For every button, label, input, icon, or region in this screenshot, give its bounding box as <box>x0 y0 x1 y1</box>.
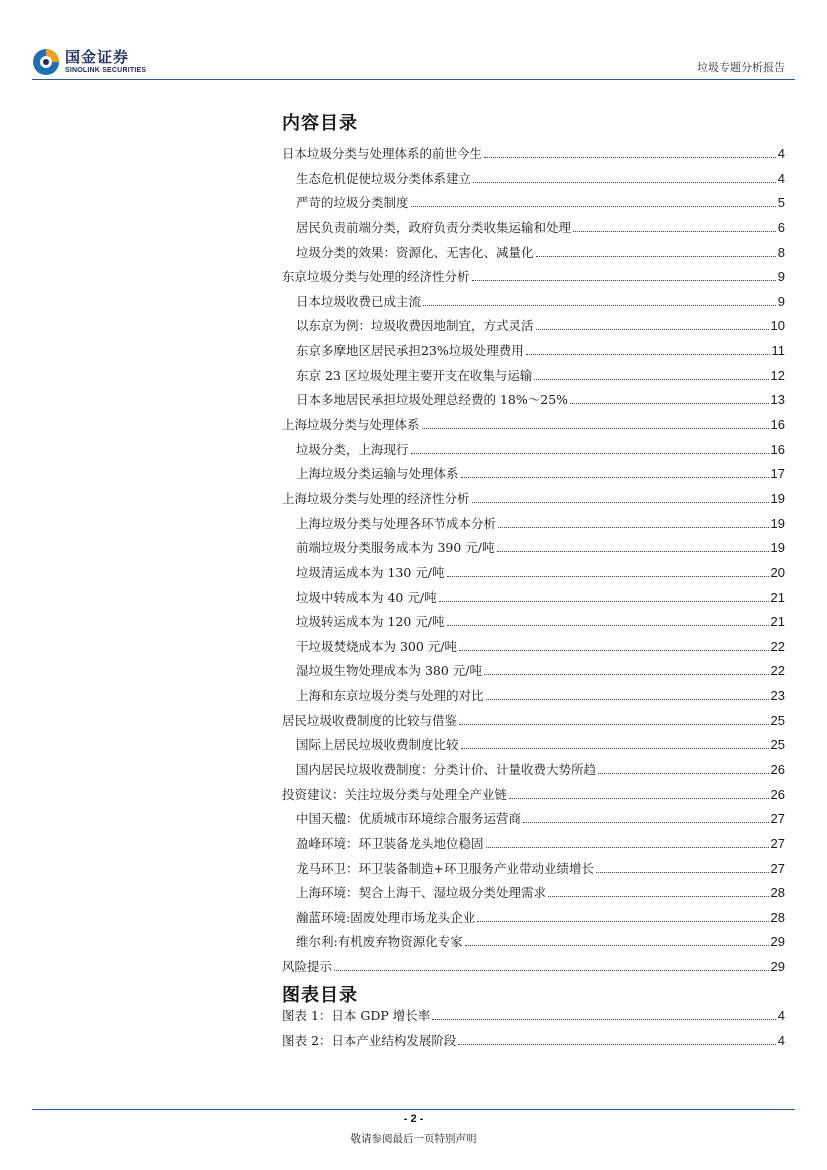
toc-entry-page: 19 <box>770 540 785 556</box>
toc-entry-title: 上海环境：契合上海干、湿垃圾分类处理需求 <box>296 885 547 901</box>
toc-entry-page: 25 <box>770 712 785 728</box>
toc-entry-title: 日本垃圾收费已成主流 <box>296 293 422 309</box>
sinolink-logo-icon <box>32 48 60 76</box>
toc-entry-title: 上海垃圾分类与处理各环节成本分析 <box>296 515 497 531</box>
toc-entry-page: 27 <box>770 835 785 851</box>
dot-leader <box>447 625 769 626</box>
dot-leader <box>570 403 768 404</box>
toc-entry-title: 日本垃圾分类与处理体系的前世今生 <box>282 146 483 161</box>
toc-entry[interactable] <box>296 857 785 877</box>
toc-entry[interactable] <box>296 536 785 556</box>
toc-entry[interactable] <box>296 512 785 532</box>
toc-entry[interactable] <box>282 265 785 285</box>
report-title: 垃圾专题分析报告 <box>697 61 785 74</box>
header-divider <box>32 79 795 80</box>
toc-entry-page: 9 <box>777 269 785 285</box>
dot-leader <box>447 576 769 577</box>
dot-leader <box>461 477 769 478</box>
dot-leader <box>534 379 768 380</box>
toc-entry[interactable] <box>296 906 785 926</box>
toc-entry[interactable] <box>296 364 785 384</box>
toc-entry[interactable] <box>296 216 785 236</box>
toc-entry[interactable] <box>296 438 785 458</box>
toc-entry-title: 国际上居民垃圾收费制度比较 <box>296 737 459 753</box>
toc-entry[interactable] <box>296 659 785 679</box>
dot-leader <box>472 502 769 503</box>
toc-entry-page: 4 <box>777 170 785 186</box>
toc-entry-page: 21 <box>770 614 785 630</box>
dot-leader <box>526 354 770 355</box>
toc-entry-page: 4 <box>777 1032 785 1048</box>
dot-leader <box>411 453 769 454</box>
toc-entry-title: 图表 1：日本 GDP 增长率 <box>282 1008 431 1023</box>
toc-entry[interactable] <box>282 955 785 975</box>
toc-entry-title: 国内居民垃圾收费制度：分类计价、计量收费大势所趋 <box>296 762 597 777</box>
toc-entry-title: 图表 2：日本产业结构发展阶段 <box>282 1032 457 1048</box>
toc-entry[interactable] <box>296 807 785 827</box>
toc-entry-page: 4 <box>777 1008 785 1023</box>
toc-entry[interactable] <box>296 733 785 753</box>
toc-entry-title: 投资建议：关注垃圾分类与处理全产业链 <box>282 786 508 802</box>
toc-entry[interactable] <box>296 462 785 482</box>
toc-entry[interactable] <box>282 487 785 507</box>
dot-leader <box>465 945 769 946</box>
toc-entry[interactable] <box>296 684 785 704</box>
toc-entry-page: 10 <box>770 318 785 334</box>
toc-entry-title: 垃圾分类，上海现行 <box>296 441 409 457</box>
toc-entry-title: 上海垃圾分类与处理的经济性分析 <box>282 490 470 506</box>
dot-leader <box>459 650 769 651</box>
toc-entry-title: 湿垃圾生物处理成本为 380 元/吨 <box>296 663 483 679</box>
toc-entry-page: 8 <box>777 244 785 260</box>
footer-divider <box>32 1109 795 1110</box>
toc-entry-title: 瀚蓝环境:固废处理市场龙头企业 <box>296 909 476 925</box>
dot-leader <box>486 699 769 700</box>
toc-entry[interactable] <box>296 167 785 187</box>
toc-entry-page: 26 <box>770 786 785 802</box>
dot-leader <box>536 256 776 257</box>
company-logo <box>32 46 146 78</box>
toc-entry-title: 垃圾中转成本为 40 元/吨 <box>296 589 437 605</box>
toc-entry[interactable] <box>282 413 785 433</box>
toc-entry-title: 中国天楹：优质城市环境综合服务运营商 <box>296 811 522 827</box>
toc-entry-title: 生态危机促使垃圾分类体系建立 <box>296 170 472 186</box>
toc-entry-page: 26 <box>770 762 785 777</box>
toc-entry[interactable] <box>296 610 785 630</box>
page-header <box>0 0 827 80</box>
toc-entry-page: 16 <box>770 417 785 433</box>
toc-entry-title: 上海垃圾分类运输与处理体系 <box>296 466 459 482</box>
toc-entry-title: 维尔利:有机废弃物资源化专家 <box>296 934 463 950</box>
toc-entry-page: 19 <box>770 490 785 506</box>
toc-entry-page: 4 <box>777 146 785 161</box>
toc-entry[interactable] <box>282 709 785 729</box>
toc-entry-title: 居民垃圾收费制度的比较与借鉴 <box>282 712 458 728</box>
dot-leader <box>422 428 769 429</box>
toc-entry[interactable] <box>282 142 785 162</box>
dot-leader <box>461 748 769 749</box>
dot-leader <box>498 527 769 528</box>
toc-entry-page: 12 <box>770 367 785 383</box>
toc-entry-page: 6 <box>777 219 785 235</box>
toc-entry[interactable] <box>296 561 785 581</box>
toc-entry-page: 22 <box>770 663 785 679</box>
dot-leader <box>573 231 776 232</box>
dot-leader <box>523 822 769 823</box>
toc-entry-page: 25 <box>770 737 785 753</box>
toc-entry-page: 27 <box>770 811 785 827</box>
dot-leader <box>484 674 769 675</box>
toc-entry[interactable] <box>296 290 785 310</box>
toc-entry-page: 27 <box>770 860 785 876</box>
dot-leader <box>598 773 769 774</box>
dot-leader <box>459 724 769 725</box>
dot-leader <box>477 921 768 922</box>
toc-title: 内容目录 <box>282 113 358 134</box>
toc-entry[interactable] <box>296 832 785 852</box>
toc-entry[interactable] <box>296 586 785 606</box>
toc-entry[interactable] <box>296 635 785 655</box>
toc-entry-page: 28 <box>770 885 785 901</box>
toc-entry-title: 严苛的垃圾分类制度 <box>296 195 409 211</box>
dot-leader <box>432 1019 775 1020</box>
toc-entry-title: 东京垃圾分类与处理的经济性分析 <box>282 269 470 285</box>
dot-leader <box>423 305 776 306</box>
dot-leader <box>439 601 769 602</box>
toc-entry-title: 日本多地居民承担垃圾处理总经费的 18%～25% <box>296 392 569 408</box>
toc-entry-page: 16 <box>770 441 785 457</box>
logo-english-name: SINOLINK SECURITIES <box>65 67 147 74</box>
toc-entry[interactable] <box>296 388 785 408</box>
dot-leader <box>411 206 776 207</box>
toc-entry-title: 龙马环卫：环卫装备制造+环卫服务产业带动业绩增长 <box>296 860 594 876</box>
toc-entry-title: 垃圾分类的效果：资源化、无害化、减量化 <box>296 244 534 260</box>
dot-leader <box>458 1044 775 1045</box>
toc-entry-page: 9 <box>777 293 785 309</box>
toc-entry-title: 前端垃圾分类服务成本为 390 元/吨 <box>296 540 495 556</box>
dot-leader <box>497 551 769 552</box>
toc-entry-page: 13 <box>770 392 785 408</box>
toc-entry-page: 21 <box>770 589 785 605</box>
toc-entry-page: 29 <box>770 959 785 975</box>
toc-entry-title: 东京多摩地区居民承担23%垃圾处理费用 <box>296 343 524 359</box>
toc-entry-title: 以东京为例：垃圾收费因地制宜，方式灵活 <box>296 318 534 334</box>
logo-chinese-name: 国金证券 <box>65 48 130 66</box>
toc-entry-page: 19 <box>770 515 785 531</box>
toc-entry[interactable] <box>296 930 785 950</box>
toc-entry-page: 5 <box>777 195 785 211</box>
toc-entry-title: 上海垃圾分类与处理体系 <box>282 417 420 433</box>
toc-entry-title: 垃圾清运成本为 130 元/吨 <box>296 564 445 580</box>
toc-entry-page: 23 <box>770 688 785 704</box>
dot-leader <box>473 182 776 183</box>
dot-leader <box>486 847 769 848</box>
toc-entry-page: 28 <box>770 909 785 925</box>
toc-entry-page: 17 <box>770 466 785 482</box>
toc-entry-title: 垃圾转运成本为 120 元/吨 <box>296 614 445 630</box>
dot-leader <box>472 280 776 281</box>
toc-entry[interactable] <box>296 758 785 778</box>
toc-entry-title: 干垃圾焚烧成本为 300 元/吨 <box>296 638 458 654</box>
toc-entry[interactable] <box>296 241 785 261</box>
figures-title: 图表目录 <box>282 985 358 1006</box>
toc-entry[interactable] <box>296 191 785 211</box>
toc-entry-title: 上海和东京垃圾分类与处理的对比 <box>296 688 484 704</box>
toc-entry[interactable] <box>282 783 785 803</box>
toc-entry-page: 11 <box>771 343 785 359</box>
dot-leader <box>596 872 769 873</box>
toc-entry-page: 29 <box>770 934 785 950</box>
dot-leader <box>509 798 769 799</box>
dot-leader <box>484 157 776 158</box>
toc-entry[interactable] <box>282 1029 785 1049</box>
dot-leader <box>334 970 769 971</box>
toc-entry[interactable] <box>296 881 785 901</box>
toc-entry-title: 居民负责前端分类，政府负责分类收集运输和处理 <box>296 219 572 235</box>
toc-entry-page: 20 <box>770 564 785 580</box>
toc-entry-title: 风险提示 <box>282 959 333 975</box>
toc-entry[interactable] <box>296 314 785 334</box>
page-number: - 2 - <box>403 1113 424 1125</box>
toc-entry-page: 22 <box>770 638 785 654</box>
toc-entry[interactable] <box>282 1004 785 1024</box>
dot-leader <box>548 896 769 897</box>
dot-leader <box>536 329 769 330</box>
toc-entry[interactable] <box>296 339 785 359</box>
toc-entry-title: 东京 23 区垃圾处理主要开支在收集与运输 <box>296 367 533 383</box>
footer-disclaimer: 敬请参阅最后一页特别声明 <box>350 1133 477 1145</box>
toc-entry-title: 盈峰环境：环卫装备龙头地位稳固 <box>296 835 484 851</box>
